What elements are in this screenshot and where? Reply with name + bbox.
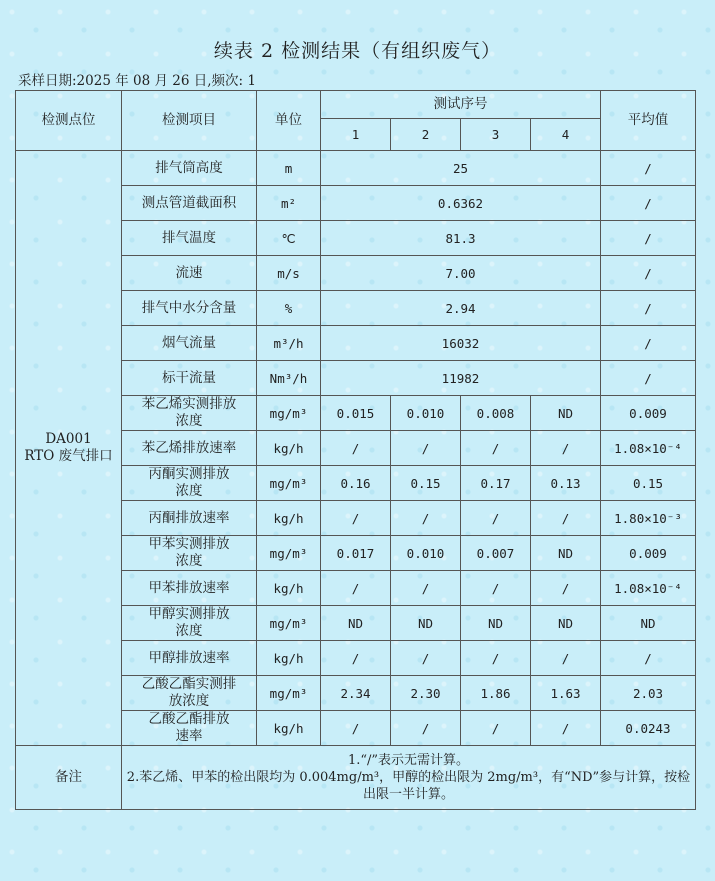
avg-cell: / — [601, 151, 696, 186]
value-cell: / — [391, 571, 461, 606]
item-cell: 苯乙烯排放速率 — [122, 431, 257, 466]
unit-cell: % — [257, 291, 321, 326]
header-test-2: 2 — [391, 119, 461, 151]
header-unit: 单位 — [257, 91, 321, 151]
unit-cell: mg/m³ — [257, 676, 321, 711]
value-cell: / — [391, 501, 461, 536]
item-cell: 甲苯排放速率 — [122, 571, 257, 606]
header-test-3: 3 — [461, 119, 531, 151]
item-cell: 甲醇实测排放 浓度 — [122, 606, 257, 641]
unit-cell: kg/h — [257, 641, 321, 676]
item-cell: 丙酮排放速率 — [122, 501, 257, 536]
avg-cell: 0.15 — [601, 466, 696, 501]
unit-cell: ℃ — [257, 221, 321, 256]
item-cell: 排气筒高度 — [122, 151, 257, 186]
avg-cell: 1.08×10⁻⁴ — [601, 571, 696, 606]
avg-cell: / — [601, 326, 696, 361]
header-item: 检测项目 — [122, 91, 257, 151]
sampling-info: 采样日期:2025 年 08 月 26 日,频次: 1 — [18, 73, 256, 89]
value-cell: / — [391, 711, 461, 746]
item-cell: 排气温度 — [122, 221, 257, 256]
remark-line: 2.苯乙烯、甲苯的检出限均为 0.004mg/m³，甲醇的检出限为 2mg/m³，有“ND”参与计算，按检出限一半计算。 — [126, 770, 691, 802]
unit-cell: mg/m³ — [257, 536, 321, 571]
remark-label: 备注 — [16, 746, 122, 810]
page-title: 续表 2 检测结果（有组织废气） — [213, 40, 502, 62]
point-cell: DA001 RTO 废气排口 — [16, 151, 122, 746]
value-cell: / — [321, 501, 391, 536]
value-cell: 1.86 — [461, 676, 531, 711]
value-cell: ND — [461, 606, 531, 641]
avg-cell: / — [601, 361, 696, 396]
unit-cell: m/s — [257, 256, 321, 291]
value-cell: / — [321, 431, 391, 466]
header-row-1 — [16, 91, 696, 119]
value-cell: ND — [531, 606, 601, 641]
unit-cell: mg/m³ — [257, 466, 321, 501]
unit-cell: kg/h — [257, 571, 321, 606]
header-point: 检测点位 — [16, 91, 122, 151]
avg-cell: / — [601, 256, 696, 291]
unit-cell: mg/m³ — [257, 606, 321, 641]
avg-cell: ND — [601, 606, 696, 641]
avg-cell: 1.80×10⁻³ — [601, 501, 696, 536]
value-cell: 0.010 — [391, 536, 461, 571]
value-cell: 0.16 — [321, 466, 391, 501]
results-table — [15, 90, 696, 810]
unit-cell: m² — [257, 186, 321, 221]
value-cell: / — [531, 641, 601, 676]
unit-cell: m — [257, 151, 321, 186]
avg-cell: 1.08×10⁻⁴ — [601, 431, 696, 466]
remark-row — [16, 746, 696, 810]
item-cell: 甲醇排放速率 — [122, 641, 257, 676]
value-cell: 2.94 — [321, 291, 601, 326]
avg-cell: 0.009 — [601, 396, 696, 431]
item-cell: 乙酸乙酯排放 速率 — [122, 711, 257, 746]
value-cell: / — [461, 501, 531, 536]
unit-cell: mg/m³ — [257, 396, 321, 431]
value-cell: 0.17 — [461, 466, 531, 501]
unit-cell: m³/h — [257, 326, 321, 361]
value-cell: / — [461, 571, 531, 606]
value-cell: / — [321, 571, 391, 606]
value-cell: 0.15 — [391, 466, 461, 501]
avg-cell: / — [601, 641, 696, 676]
item-cell: 测点管道截面积 — [122, 186, 257, 221]
value-cell: / — [461, 641, 531, 676]
value-cell: 0.008 — [461, 396, 531, 431]
header-test-1: 1 — [321, 119, 391, 151]
value-cell: / — [461, 431, 531, 466]
item-cell: 丙酮实测排放 浓度 — [122, 466, 257, 501]
value-cell: / — [391, 641, 461, 676]
value-cell: 7.00 — [321, 256, 601, 291]
header-avg: 平均值 — [601, 91, 696, 151]
table-body — [16, 91, 696, 810]
item-cell: 乙酸乙酯实测排 放浓度 — [122, 676, 257, 711]
value-cell: / — [321, 641, 391, 676]
value-cell: / — [531, 571, 601, 606]
value-cell: 0.010 — [391, 396, 461, 431]
unit-cell: kg/h — [257, 431, 321, 466]
item-cell: 流速 — [122, 256, 257, 291]
value-cell: 0.13 — [531, 466, 601, 501]
header-test-4: 4 — [531, 119, 601, 151]
value-cell: ND — [391, 606, 461, 641]
value-cell: 0.015 — [321, 396, 391, 431]
remark-line: 1.“/”表示无需计算。 — [347, 753, 470, 768]
header-test-no: 测试序号 — [321, 91, 601, 119]
avg-cell: / — [601, 221, 696, 256]
value-cell: / — [531, 501, 601, 536]
value-cell: 81.3 — [321, 221, 601, 256]
value-cell: 1.63 — [531, 676, 601, 711]
value-cell: / — [531, 711, 601, 746]
value-cell: 16032 — [321, 326, 601, 361]
avg-cell: 0.009 — [601, 536, 696, 571]
avg-cell: / — [601, 291, 696, 326]
value-cell: 0.007 — [461, 536, 531, 571]
value-cell: 2.30 — [391, 676, 461, 711]
value-cell: / — [531, 431, 601, 466]
item-cell: 标干流量 — [122, 361, 257, 396]
avg-cell: 0.0243 — [601, 711, 696, 746]
value-cell: ND — [531, 396, 601, 431]
unit-cell: kg/h — [257, 501, 321, 536]
table-row — [16, 151, 696, 186]
item-cell: 甲苯实测排放 浓度 — [122, 536, 257, 571]
value-cell: 25 — [321, 151, 601, 186]
avg-cell: 2.03 — [601, 676, 696, 711]
value-cell: ND — [531, 536, 601, 571]
value-cell: 0.017 — [321, 536, 391, 571]
value-cell: / — [391, 431, 461, 466]
value-cell: ND — [321, 606, 391, 641]
value-cell: 0.6362 — [321, 186, 601, 221]
unit-cell: Nm³/h — [257, 361, 321, 396]
item-cell: 烟气流量 — [122, 326, 257, 361]
avg-cell: / — [601, 186, 696, 221]
remark-body — [122, 746, 696, 810]
item-cell: 苯乙烯实测排放 浓度 — [122, 396, 257, 431]
value-cell: / — [321, 711, 391, 746]
item-cell: 排气中水分含量 — [122, 291, 257, 326]
value-cell: 11982 — [321, 361, 601, 396]
value-cell: / — [461, 711, 531, 746]
unit-cell: kg/h — [257, 711, 321, 746]
value-cell: 2.34 — [321, 676, 391, 711]
